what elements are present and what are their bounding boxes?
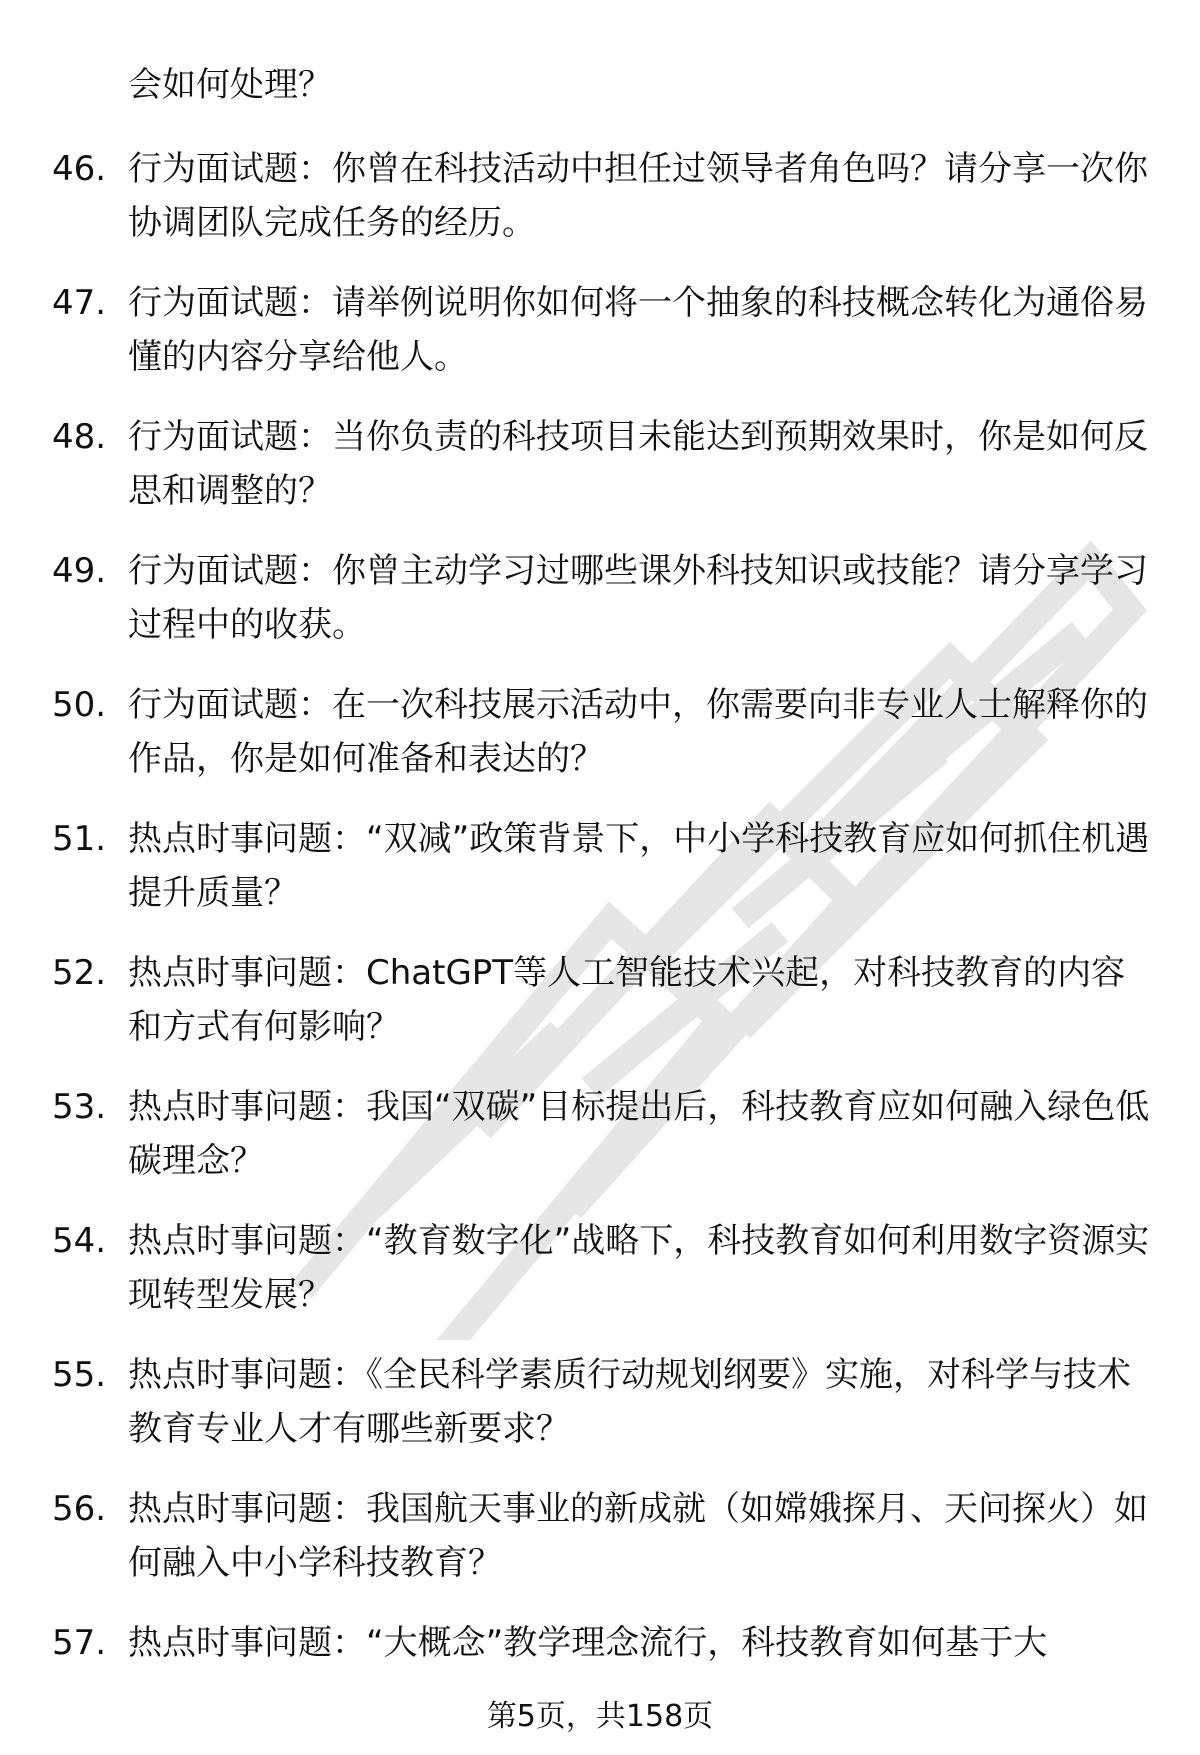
question-text: 行为面试题：你曾在科技活动中担任过领导者角色吗？请分享一次你协调团队完成任务的经历。 — [128, 149, 1148, 243]
question-item — [0, 1080, 1200, 1214]
question-item — [0, 410, 1200, 544]
question-number: 56. — [52, 1489, 107, 1529]
question-item — [0, 1482, 1200, 1616]
question-number: 48. — [52, 417, 107, 457]
question-item — [0, 544, 1200, 678]
question-text: 热点时事问题：“大概念”教学理念流行，科技教育如何基于大 — [128, 1623, 1048, 1663]
question-item — [0, 812, 1200, 946]
question-item — [0, 678, 1200, 812]
question-number: 52. — [52, 953, 107, 993]
question-number: 50. — [52, 685, 107, 725]
question-item — [0, 276, 1200, 410]
question-number: 49. — [52, 551, 107, 591]
question-text: 热点时事问题：我国“双碳”目标提出后，科技教育应如何融入绿色低碳理念？ — [128, 1087, 1150, 1181]
question-number: 51. — [52, 819, 107, 859]
question-text: 行为面试题：请举例说明你如何将一个抽象的科技概念转化为通俗易懂的内容分享给他人。 — [128, 283, 1148, 377]
question-number: 57. — [52, 1623, 107, 1663]
continuation-text: 会如何处理？ — [128, 65, 332, 105]
question-number: 53. — [52, 1087, 107, 1127]
question-item — [0, 1214, 1200, 1348]
question-text: 行为面试题：你曾主动学习过哪些课外科技知识或技能？请分享学习过程中的收获。 — [128, 551, 1148, 645]
question-text: 行为面试题：当你负责的科技项目未能达到预期效果时，你是如何反思和调整的？ — [128, 417, 1148, 511]
page-footer: 第5页，共158页 — [486, 1699, 714, 1734]
question-text: 热点时事问题：我国航天事业的新成就（如嫦娥探月、天问探火）如何融入中小学科技教育？ — [128, 1489, 1148, 1583]
question-item — [0, 142, 1200, 276]
question-number: 54. — [52, 1221, 107, 1261]
question-number: 47. — [52, 283, 107, 323]
question-list — [0, 142, 1200, 1750]
question-text: 热点时事问题：《全民科学素质行动规划纲要》实施，对科学与技术教育专业人才有哪些新要求？ — [128, 1355, 1131, 1449]
question-number: 46. — [52, 149, 107, 189]
question-text: 热点时事问题：“双减”政策背景下，中小学科技教育应如何抓住机遇提升质量？ — [128, 819, 1150, 913]
question-text: 行为面试题：在一次科技展示活动中，你需要向非专业人士解释你的作品，你是如何准备和表达的？ — [128, 685, 1148, 779]
question-text: 热点时事问题：ChatGPT等人工智能技术兴起，对科技教育的内容和方式有何影响？ — [128, 953, 1126, 1047]
question-item — [0, 1348, 1200, 1482]
question-text: 热点时事问题：“教育数字化”战略下，科技教育如何利用数字资源实现转型发展？ — [128, 1221, 1150, 1315]
question-number: 55. — [52, 1355, 107, 1395]
question-item — [0, 946, 1200, 1080]
